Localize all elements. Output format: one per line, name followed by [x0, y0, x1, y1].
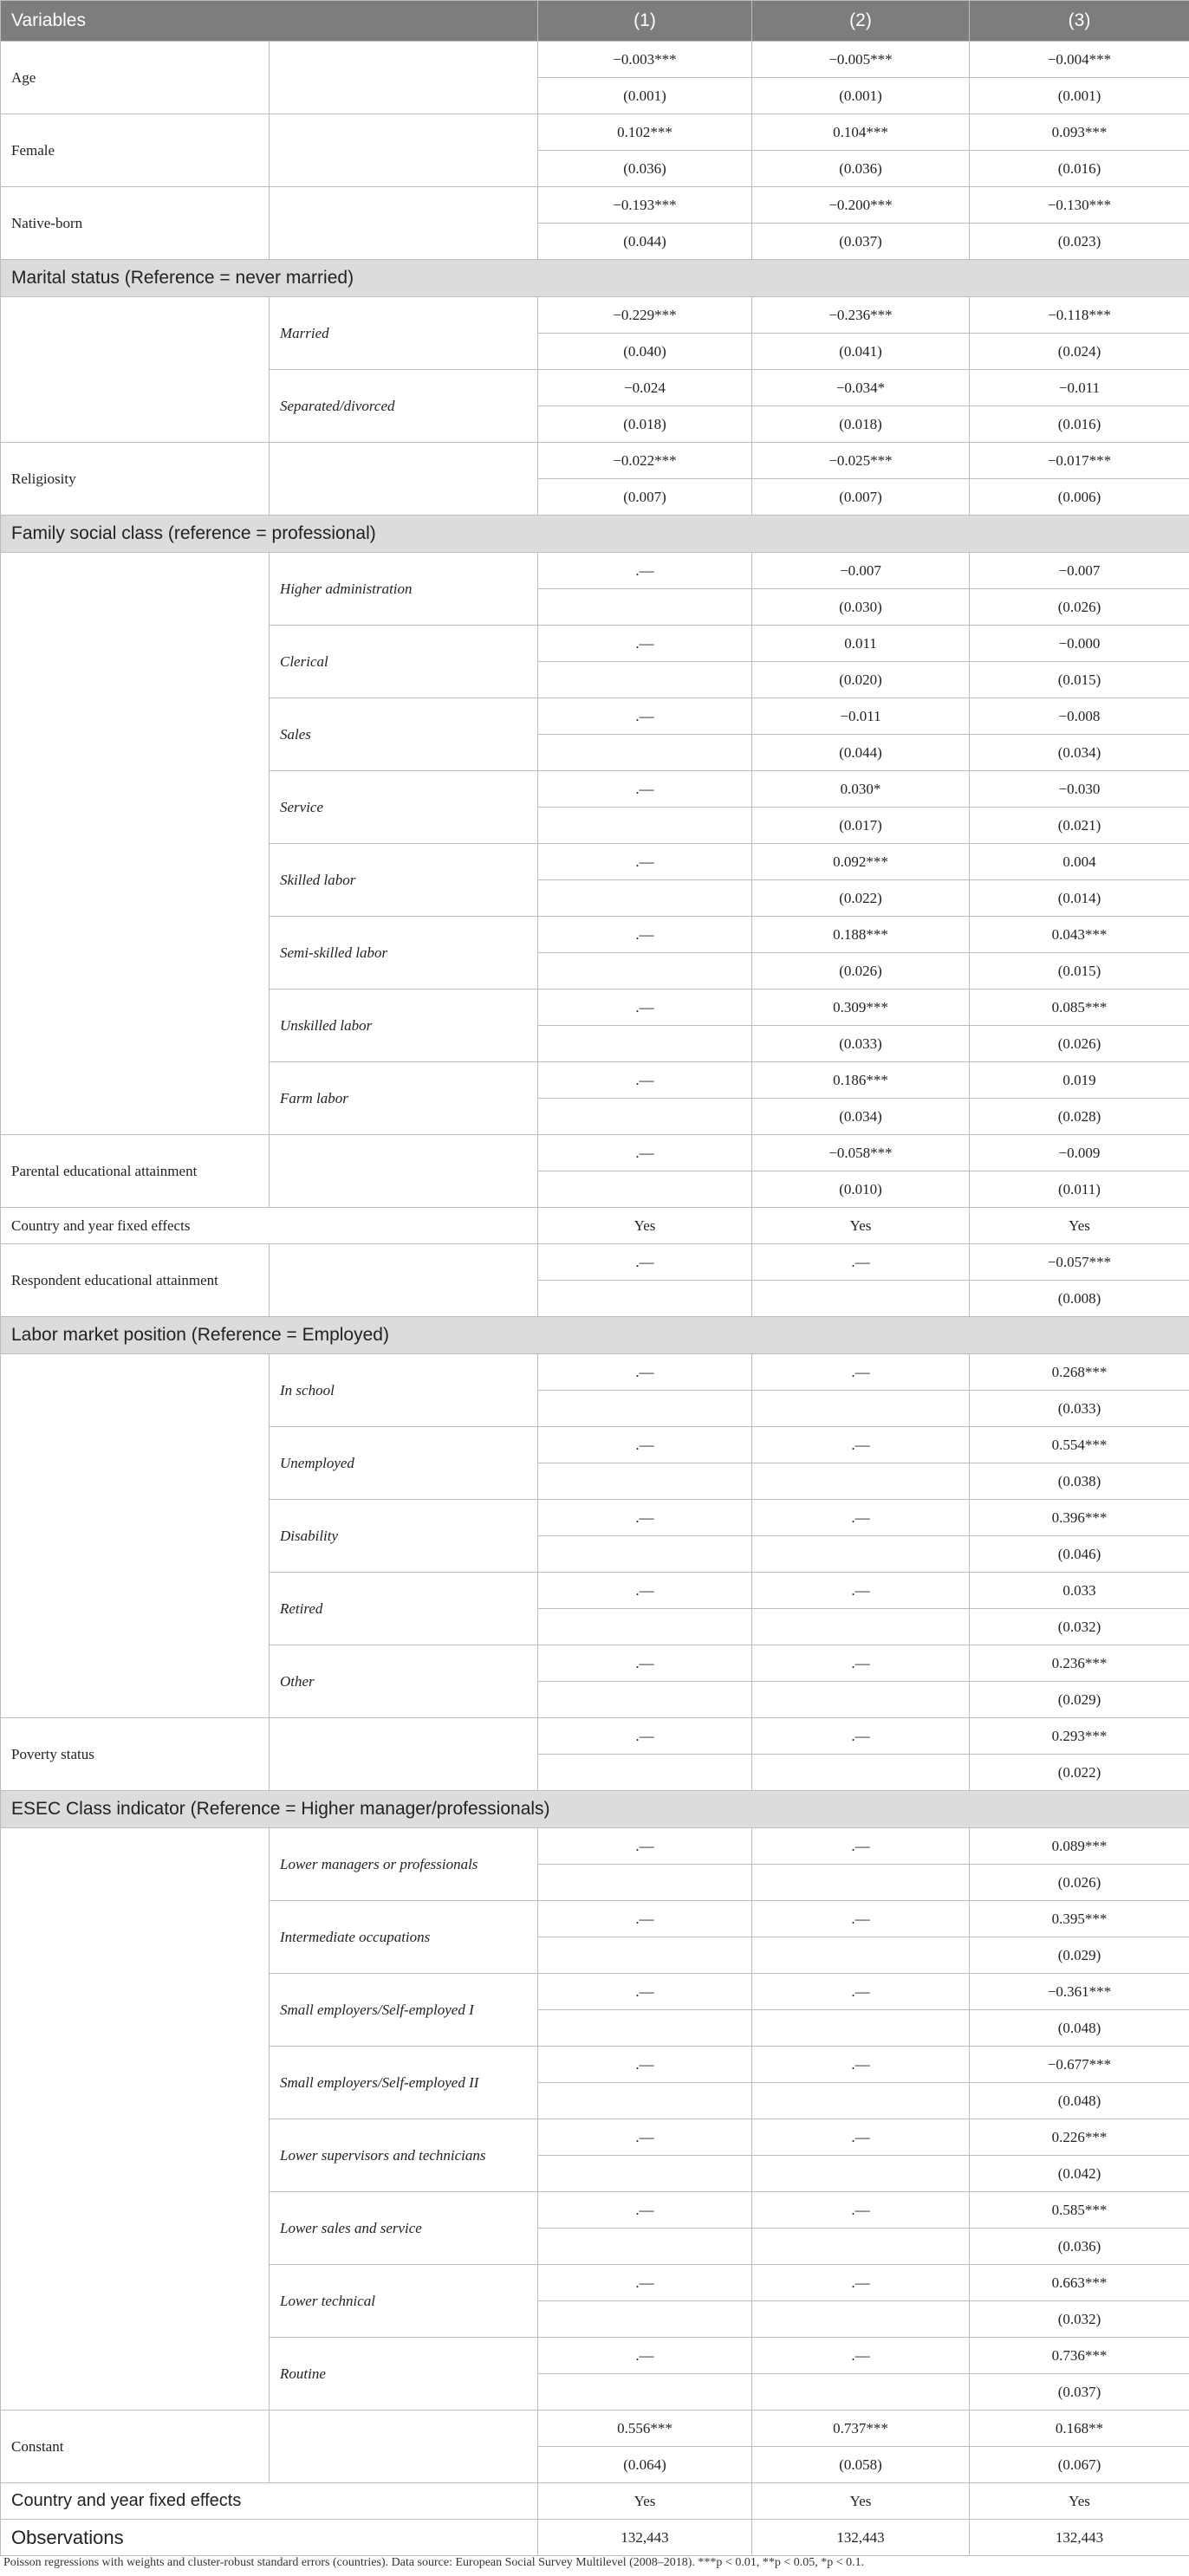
std-error-cell: (0.030) [752, 589, 970, 626]
estimate-cell: .— [538, 1974, 752, 2010]
section-row [1, 1317, 1189, 1354]
variable-label: Country and year fixed effects [1, 1208, 538, 1244]
std-error-cell: (0.036) [752, 151, 970, 187]
std-error-cell [538, 1609, 752, 1645]
table-row [1, 42, 1189, 78]
value-cell: 132,443 [538, 2520, 752, 2556]
blank-cell [270, 114, 538, 187]
std-error-cell: (0.020) [752, 662, 970, 698]
category-label: Disability [270, 1500, 538, 1573]
category-label: Service [270, 771, 538, 844]
estimate-cell: 0.004 [970, 844, 1189, 880]
std-error-cell [752, 1865, 970, 1901]
variable-label: Respondent educational attainment [1, 1244, 270, 1317]
std-error-cell: (0.015) [970, 953, 1189, 990]
std-error-cell: (0.024) [970, 334, 1189, 370]
estimate-cell: .— [752, 1901, 970, 1937]
variable-label: Religiosity [1, 443, 270, 516]
estimate-cell: .— [538, 771, 752, 808]
category-label: Intermediate occupations [270, 1901, 538, 1974]
std-error-cell: (0.022) [752, 880, 970, 917]
table-row [1, 1135, 1189, 1171]
group-blank-cell [1, 297, 270, 443]
estimate-cell: .— [752, 1573, 970, 1609]
table-footnote: Poisson regressions with weights and cluster-robust standard errors (countries). Data source: European Social Survey Multilevel (2008–2018). ***p < 0.01, **p < 0.05, *p < 0.1. [3, 2556, 865, 2569]
std-error-cell: (0.006) [970, 479, 1189, 516]
category-label: Unskilled labor [270, 990, 538, 1062]
section-header: ESEC Class indicator (Reference = Higher manager/professionals) [1, 1791, 1189, 1828]
std-error-cell: (0.064) [538, 2447, 752, 2483]
estimate-cell: −0.677*** [970, 2047, 1189, 2083]
variable-label: Native-born [1, 187, 270, 260]
variable-label: Country and year fixed effects [1, 2483, 538, 2520]
header-model-2: (2) [752, 1, 970, 42]
estimate-cell: .— [752, 1427, 970, 1463]
category-label: Skilled labor [270, 844, 538, 917]
blank-cell [270, 1718, 538, 1791]
std-error-cell [538, 1536, 752, 1573]
estimate-cell: .— [538, 553, 752, 589]
table-row [1, 297, 1189, 334]
table-row [1, 443, 1189, 479]
estimate-cell: 0.226*** [970, 2119, 1189, 2156]
std-error-cell [538, 2010, 752, 2047]
table-row [1, 2520, 1189, 2556]
estimate-cell: −0.193*** [538, 187, 752, 224]
estimate-cell: −0.130*** [970, 187, 1189, 224]
blank-cell [270, 2411, 538, 2483]
section-header: Family social class (reference = professional) [1, 516, 1189, 553]
std-error-cell: (0.067) [970, 2447, 1189, 2483]
category-label: Small employers/Self-employed II [270, 2047, 538, 2119]
estimate-cell: 0.268*** [970, 1354, 1189, 1391]
section-row [1, 260, 1189, 297]
estimate-cell: −0.008 [970, 698, 1189, 735]
std-error-cell [538, 1937, 752, 1974]
estimate-cell: −0.011 [970, 370, 1189, 406]
estimate-cell: .— [752, 1244, 970, 1281]
estimate-cell: −0.034* [752, 370, 970, 406]
estimate-cell: 0.093*** [970, 114, 1189, 151]
section-row [1, 516, 1189, 553]
std-error-cell: (0.034) [752, 1099, 970, 1135]
std-error-cell [538, 1391, 752, 1427]
estimate-cell: .— [538, 1901, 752, 1937]
std-error-cell: (0.032) [970, 2301, 1189, 2338]
group-blank-cell [1, 1828, 270, 2411]
section-header: Marital status (Reference = never married) [1, 260, 1189, 297]
table-row [1, 187, 1189, 224]
estimate-cell: 0.585*** [970, 2192, 1189, 2229]
estimate-cell: 0.104*** [752, 114, 970, 151]
table-row [1, 1354, 1189, 1391]
blank-cell [270, 42, 538, 114]
std-error-cell [752, 2156, 970, 2192]
table-row [1, 2483, 1189, 2520]
estimate-cell: −0.022*** [538, 443, 752, 479]
std-error-cell: (0.022) [970, 1755, 1189, 1791]
estimate-cell: .— [752, 2047, 970, 2083]
estimate-cell: .— [538, 1645, 752, 1682]
estimate-cell: −0.004*** [970, 42, 1189, 78]
estimate-cell: .— [752, 1354, 970, 1391]
estimate-cell: 0.737*** [752, 2411, 970, 2447]
std-error-cell [752, 2374, 970, 2411]
std-error-cell [538, 735, 752, 771]
header-row [1, 1, 1189, 42]
std-error-cell [752, 2301, 970, 2338]
estimate-cell: 0.554*** [970, 1427, 1189, 1463]
value-cell: Yes [538, 1208, 752, 1244]
std-error-cell [538, 1171, 752, 1208]
std-error-cell: (0.026) [970, 1865, 1189, 1901]
estimate-cell: .— [538, 1427, 752, 1463]
estimate-cell: .— [752, 1718, 970, 1755]
estimate-cell: .— [538, 2265, 752, 2301]
std-error-cell [538, 808, 752, 844]
std-error-cell [538, 953, 752, 990]
value-cell: Yes [538, 2483, 752, 2520]
std-error-cell: (0.023) [970, 224, 1189, 260]
estimate-cell: .— [538, 844, 752, 880]
std-error-cell [752, 1609, 970, 1645]
estimate-cell: .— [538, 626, 752, 662]
table-row [1, 1828, 1189, 1865]
std-error-cell: (0.021) [970, 808, 1189, 844]
estimate-cell: 0.043*** [970, 917, 1189, 953]
std-error-cell: (0.017) [752, 808, 970, 844]
std-error-cell: (0.001) [538, 78, 752, 114]
estimate-cell: 0.011 [752, 626, 970, 662]
estimate-cell: .— [538, 2192, 752, 2229]
std-error-cell: (0.058) [752, 2447, 970, 2483]
table-row [1, 2411, 1189, 2447]
std-error-cell [752, 1937, 970, 1974]
estimate-cell: −0.361*** [970, 1974, 1189, 2010]
std-error-cell [538, 1682, 752, 1718]
std-error-cell: (0.032) [970, 1609, 1189, 1645]
variable-label: Parental educational attainment [1, 1135, 270, 1208]
estimate-cell: 0.556*** [538, 2411, 752, 2447]
value-cell: Yes [752, 1208, 970, 1244]
variable-label: Female [1, 114, 270, 187]
table-body [1, 42, 1189, 2556]
std-error-cell: (0.010) [752, 1171, 970, 1208]
std-error-cell [752, 2083, 970, 2119]
estimate-cell: .— [538, 1062, 752, 1099]
estimate-cell: .— [752, 1500, 970, 1536]
std-error-cell: (0.044) [538, 224, 752, 260]
std-error-cell: (0.034) [970, 735, 1189, 771]
std-error-cell: (0.029) [970, 1937, 1189, 1974]
std-error-cell [752, 1391, 970, 1427]
estimate-cell: .— [752, 1974, 970, 2010]
estimate-cell: .— [538, 1244, 752, 1281]
std-error-cell [752, 1536, 970, 1573]
std-error-cell: (0.001) [970, 78, 1189, 114]
category-label: Separated/divorced [270, 370, 538, 443]
estimate-cell: 0.293*** [970, 1718, 1189, 1755]
estimate-cell: 0.396*** [970, 1500, 1189, 1536]
estimate-cell: .— [538, 2047, 752, 2083]
estimate-cell: −0.057*** [970, 1244, 1189, 1281]
estimate-cell: .— [538, 2119, 752, 2156]
header-model-1: (1) [538, 1, 752, 42]
estimate-cell: −0.011 [752, 698, 970, 735]
std-error-cell: (0.028) [970, 1099, 1189, 1135]
std-error-cell: (0.016) [970, 406, 1189, 443]
estimate-cell: −0.009 [970, 1135, 1189, 1171]
estimate-cell: −0.236*** [752, 297, 970, 334]
std-error-cell: (0.018) [538, 406, 752, 443]
estimate-cell: 0.168** [970, 2411, 1189, 2447]
category-label: Other [270, 1645, 538, 1718]
estimate-cell: −0.005*** [752, 42, 970, 78]
estimate-cell: .— [752, 2192, 970, 2229]
std-error-cell [538, 880, 752, 917]
estimate-cell: .— [538, 698, 752, 735]
estimate-cell: .— [752, 1645, 970, 1682]
std-error-cell: (0.011) [970, 1171, 1189, 1208]
estimate-cell: .— [752, 1828, 970, 1865]
std-error-cell [752, 2229, 970, 2265]
std-error-cell: (0.016) [970, 151, 1189, 187]
estimate-cell: .— [752, 2119, 970, 2156]
std-error-cell [538, 2156, 752, 2192]
table-row [1, 1208, 1189, 1244]
table-row [1, 1244, 1189, 1281]
estimate-cell: .— [538, 1354, 752, 1391]
estimate-cell: −0.000 [970, 626, 1189, 662]
estimate-cell: .— [538, 1718, 752, 1755]
header-variables: Variables [1, 1, 538, 42]
std-error-cell: (0.015) [970, 662, 1189, 698]
std-error-cell [538, 2374, 752, 2411]
std-error-cell: (0.037) [752, 224, 970, 260]
estimate-cell: 0.188*** [752, 917, 970, 953]
std-error-cell: (0.036) [538, 151, 752, 187]
std-error-cell: (0.033) [970, 1391, 1189, 1427]
variable-label: Age [1, 42, 270, 114]
std-error-cell: (0.042) [970, 2156, 1189, 2192]
std-error-cell [538, 662, 752, 698]
estimate-cell: 0.236*** [970, 1645, 1189, 1682]
value-cell: Yes [970, 2483, 1189, 2520]
std-error-cell: (0.033) [752, 1026, 970, 1062]
estimate-cell: −0.025*** [752, 443, 970, 479]
estimate-cell: 0.092*** [752, 844, 970, 880]
category-label: Lower sales and service [270, 2192, 538, 2265]
category-label: Clerical [270, 626, 538, 698]
estimate-cell: .— [538, 1135, 752, 1171]
std-error-cell [752, 1463, 970, 1500]
estimate-cell: −0.017*** [970, 443, 1189, 479]
std-error-cell [752, 1281, 970, 1317]
std-error-cell: (0.026) [752, 953, 970, 990]
category-label: Routine [270, 2338, 538, 2411]
estimate-cell: 0.019 [970, 1062, 1189, 1099]
std-error-cell: (0.040) [538, 334, 752, 370]
group-blank-cell [1, 553, 270, 1135]
value-cell: 132,443 [970, 2520, 1189, 2556]
std-error-cell: (0.044) [752, 735, 970, 771]
estimate-cell: 0.395*** [970, 1901, 1189, 1937]
estimate-cell: 0.736*** [970, 2338, 1189, 2374]
category-label: Farm labor [270, 1062, 538, 1135]
estimate-cell: 0.089*** [970, 1828, 1189, 1865]
std-error-cell [538, 1099, 752, 1135]
std-error-cell [538, 2229, 752, 2265]
std-error-cell [538, 1865, 752, 1901]
category-label: Lower supervisors and technicians [270, 2119, 538, 2192]
estimate-cell: 0.102*** [538, 114, 752, 151]
section-header: Labor market position (Reference = Employed) [1, 1317, 1189, 1354]
std-error-cell: (0.029) [970, 1682, 1189, 1718]
std-error-cell [752, 1682, 970, 1718]
table-row [1, 1718, 1189, 1755]
estimate-cell: .— [752, 2338, 970, 2374]
estimate-cell: −0.118*** [970, 297, 1189, 334]
category-label: Higher administration [270, 553, 538, 626]
estimate-cell: 0.663*** [970, 2265, 1189, 2301]
estimate-cell: .— [538, 1500, 752, 1536]
std-error-cell: (0.046) [970, 1536, 1189, 1573]
blank-cell [270, 1135, 538, 1208]
blank-cell [270, 187, 538, 260]
std-error-cell: (0.026) [970, 589, 1189, 626]
table-row [1, 553, 1189, 589]
std-error-cell: (0.036) [970, 2229, 1189, 2265]
variable-label: Constant [1, 2411, 270, 2483]
estimate-cell: −0.200*** [752, 187, 970, 224]
estimate-cell: −0.030 [970, 771, 1189, 808]
estimate-cell: −0.007 [752, 553, 970, 589]
estimate-cell: .— [538, 1573, 752, 1609]
std-error-cell [538, 1755, 752, 1791]
blank-cell [270, 443, 538, 516]
std-error-cell [538, 2083, 752, 2119]
estimate-cell: 0.085*** [970, 990, 1189, 1026]
category-label: Sales [270, 698, 538, 771]
estimate-cell: .— [752, 2265, 970, 2301]
table-row [1, 114, 1189, 151]
std-error-cell [538, 1281, 752, 1317]
category-label: Retired [270, 1573, 538, 1645]
std-error-cell: (0.001) [752, 78, 970, 114]
value-cell: 132,443 [752, 2520, 970, 2556]
section-row [1, 1791, 1189, 1828]
category-label: In school [270, 1354, 538, 1427]
category-label: Unemployed [270, 1427, 538, 1500]
std-error-cell: (0.026) [970, 1026, 1189, 1062]
estimate-cell: 0.186*** [752, 1062, 970, 1099]
category-label: Married [270, 297, 538, 370]
estimate-cell: −0.007 [970, 553, 1189, 589]
group-blank-cell [1, 1354, 270, 1718]
std-error-cell [752, 2010, 970, 2047]
category-label: Lower managers or professionals [270, 1828, 538, 1901]
std-error-cell [538, 1026, 752, 1062]
variable-label: Observations [1, 2520, 538, 2556]
category-label: Small employers/Self-employed I [270, 1974, 538, 2047]
estimate-cell: −0.003*** [538, 42, 752, 78]
header-model-3: (3) [970, 1, 1189, 42]
blank-cell [270, 1244, 538, 1317]
estimate-cell: 0.309*** [752, 990, 970, 1026]
estimate-cell: .— [538, 990, 752, 1026]
std-error-cell: (0.041) [752, 334, 970, 370]
std-error-cell [538, 2301, 752, 2338]
std-error-cell: (0.007) [752, 479, 970, 516]
std-error-cell: (0.007) [538, 479, 752, 516]
std-error-cell [752, 1755, 970, 1791]
variable-label: Poverty status [1, 1718, 270, 1791]
estimate-cell: −0.058*** [752, 1135, 970, 1171]
value-cell: Yes [752, 2483, 970, 2520]
estimate-cell: .— [538, 2338, 752, 2374]
estimate-cell: 0.030* [752, 771, 970, 808]
value-cell: Yes [970, 1208, 1189, 1244]
estimate-cell: .— [538, 917, 752, 953]
std-error-cell: (0.048) [970, 2010, 1189, 2047]
category-label: Lower technical [270, 2265, 538, 2338]
std-error-cell [538, 589, 752, 626]
category-label: Semi-skilled labor [270, 917, 538, 990]
std-error-cell: (0.008) [970, 1281, 1189, 1317]
std-error-cell: (0.048) [970, 2083, 1189, 2119]
std-error-cell: (0.037) [970, 2374, 1189, 2411]
estimate-cell: 0.033 [970, 1573, 1189, 1609]
estimate-cell: −0.024 [538, 370, 752, 406]
std-error-cell: (0.018) [752, 406, 970, 443]
estimate-cell: .— [538, 1828, 752, 1865]
std-error-cell: (0.014) [970, 880, 1189, 917]
std-error-cell: (0.038) [970, 1463, 1189, 1500]
estimate-cell: −0.229*** [538, 297, 752, 334]
std-error-cell [538, 1463, 752, 1500]
